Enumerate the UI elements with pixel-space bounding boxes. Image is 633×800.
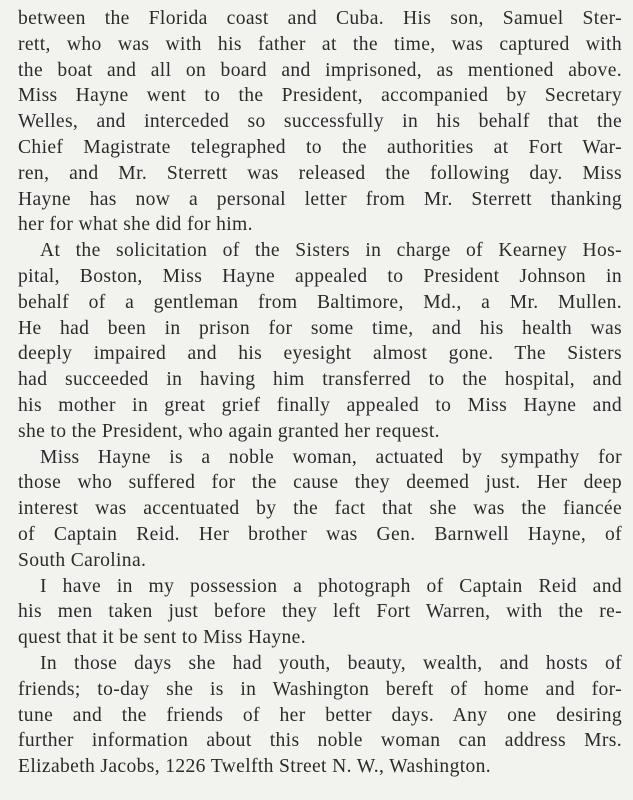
text-line: his men taken just before they left Fort Warren, with the re- [18, 601, 622, 623]
text-line: Miss Hayne went to the President, accompanied by Secretary [18, 85, 622, 107]
text-line: rett, who was with his father at the time, was captured with [18, 33, 622, 55]
text-line: between the Florida coast and Cuba. His son, Samuel Ster- [18, 8, 622, 29]
text-line: further information about this noble woman can address Mrs. [18, 730, 622, 752]
text-line: the boat and all on board and imprisoned, as mentioned above. [18, 59, 622, 81]
text-line: interest was accentuated by the fact that she was the fiancée [18, 498, 622, 520]
text-line: she to the President, who again granted her request. [18, 420, 440, 442]
text-line: Hayne has now a personal letter from Mr. Sterrett thanking [18, 188, 622, 210]
text-line: At the solicitation of the Sisters in charge of Kearney Hos- [40, 240, 622, 262]
text-line: had succeeded in having him transferred to the hospital, and [18, 369, 622, 391]
text-line: Elizabeth Jacobs, 1226 Twelfth Street N. W., Washington. [18, 756, 492, 778]
text-line: those who suffered for the cause they deemed just. Her deep [18, 472, 622, 494]
text-line: behalf of a gentleman from Baltimore, Md., a Mr. Mullen. [18, 291, 622, 313]
text-line: Miss Hayne is a noble woman, actuated by sympathy for [40, 446, 622, 468]
text-line: friends; to-day she is in Washington bereft of home and for- [18, 678, 622, 700]
text-line: pital, Boston, Miss Hayne appealed to President Johnson in [18, 266, 622, 287]
text-line: He had been in prison for some time, and his health was [18, 317, 622, 339]
text-line: of Captain Reid. Her brother was Gen. Barnwell Hayne, of [18, 524, 622, 545]
text-line: In those days she had youth, beauty, wealth, and hosts of [40, 653, 622, 674]
text-line: ren, and Mr. Sterrett was released the following day. Miss [18, 162, 622, 184]
text-line: South Carolina. [18, 549, 147, 571]
text-line: I have in my possession a photograph of Captain Reid and [40, 575, 622, 597]
text-line: tune and the friends of her better days. Any one desiring [18, 704, 622, 726]
text-line: quest that it be sent to Miss Hayne. [18, 627, 306, 649]
text-line: Welles, and interceded so successfully in his behalf that the [18, 111, 622, 133]
text-line: her for what she did for him. [18, 214, 253, 236]
text-line: his mother in great grief finally appealed to Miss Hayne and [18, 395, 622, 416]
text-line: Chief Magistrate telegraphed to the authorities at Fort War- [18, 137, 622, 158]
text-line: deeply impaired and his eyesight almost gone. The Sisters [18, 343, 622, 365]
